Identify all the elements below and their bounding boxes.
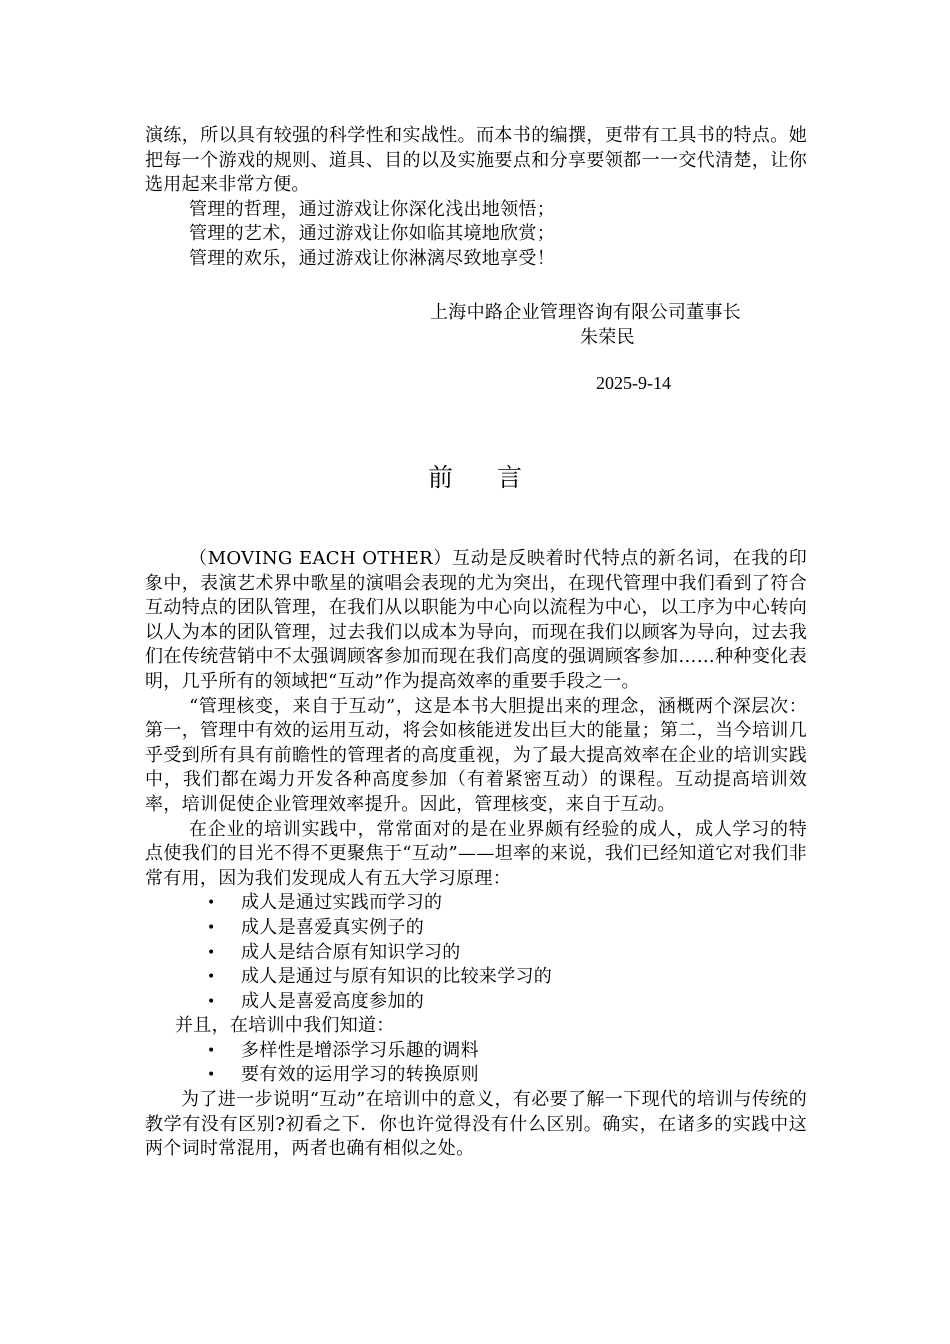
bullet-icon: • bbox=[207, 1067, 216, 1084]
bullet-icon: • bbox=[207, 919, 216, 936]
list-item-text: 成人是喜爱高度参加的 bbox=[241, 990, 424, 1012]
preface-paragraph-3: 在企业的培训实践中，常常面对的是在业界颇有经验的成人，成人学习的特点使我们的目光不得不更聚焦于“互动”——坦率的来说，我们已经知道它对我们非常有用，因为我们发现成人有五大学习原理： bbox=[145, 818, 807, 889]
bullet-icon: • bbox=[207, 993, 216, 1010]
list-item bbox=[145, 891, 807, 916]
list-item-text: 成人是通过与原有知识的比较来学习的 bbox=[241, 966, 553, 988]
list-item bbox=[145, 990, 807, 1015]
list-item-text: 成人是喜爱真实例子的 bbox=[241, 916, 424, 938]
list-item bbox=[145, 1063, 807, 1088]
bullet-icon: • bbox=[207, 944, 216, 961]
bullet-icon: • bbox=[207, 895, 216, 912]
motto-line-joy: 管理的欢乐，通过游戏让你淋漓尽致地享受！ bbox=[189, 247, 555, 269]
motto-line-philosophy: 管理的哲理，通过游戏让你深化浅出地领悟； bbox=[189, 198, 555, 220]
endorsement-section bbox=[145, 124, 807, 272]
training-notes-list bbox=[145, 1039, 807, 1088]
list-item-text: 成人是结合原有知识学习的 bbox=[241, 941, 461, 963]
learning-principles-list bbox=[145, 891, 807, 1014]
motto-line-art: 管理的艺术，通过游戏让你如临其境地欣赏； bbox=[189, 223, 555, 245]
bullet-icon: • bbox=[207, 1042, 216, 1059]
list-item bbox=[145, 916, 807, 941]
preface-paragraph-2: “管理核变，来自于互动”，这是本书大胆提出来的理念，涵概两个深层次：第一，管理中有效的运用互动，将会如核能迸发出巨大的能量；第二，当今培训几乎受到所有具有前瞻性的管理者的高度重视，为了最大提高效率在企业的培训实践中，我们都在竭力开发各种高度参加（有着紧密互动）的课程。互动提高培训效率，培训促使企业管理效率提升。因此，管理核变，来自于互动。 bbox=[145, 695, 807, 815]
preface-title: 前言 bbox=[427, 463, 566, 492]
list-item-text: 多样性是增添学习乐趣的调料 bbox=[241, 1039, 479, 1061]
list-item bbox=[145, 941, 807, 966]
endorsement-paragraph: 演练，所以具有较强的科学性和实战性。而本书的编撰，更带有工具书的特点。她把每一个游戏的规则、道具、目的以及实施要点和分享要领都一一交代清楚，让你选用起来非常方便。 bbox=[145, 125, 807, 196]
signature-name: 朱荣民 bbox=[580, 327, 635, 348]
also-lead-text: 并且，在培训中我们知道： bbox=[175, 1015, 395, 1037]
preface-paragraph-1: （MOVING EACH OTHER）互动是反映着时代特点的新名词，在我的印象中，表演艺术界中歌星的演唱会表现的尤为突出，在现代管理中我们看到了符合互动特点的团队管理，在我们从以职能为中心向以流程为中心，以工序为中心转向以人为本的团队管理，过去我们以成本为导向，而现在我们以顾客为导向，过去我们在传统营销中不太强调顾客参加而现在我们高度的强调顾客参加……种种变化表明，几乎所有的领域把“互动”作为提高效率的重要手段之一。 bbox=[145, 548, 807, 692]
signature-company: 上海中路企业管理咨询有限公司董事长 bbox=[430, 302, 742, 323]
bullet-icon: • bbox=[207, 969, 216, 986]
list-item-text: 成人是通过实践而学习的 bbox=[241, 892, 443, 914]
signature-date: 2025-9-14 bbox=[596, 373, 671, 393]
preface-closing-paragraph: 为了进一步说明“互动”在培训中的意义，有必要了解一下现代的培训与传统的教学有没有区别?初看之下．你也许觉得没有什么区别。确实，在诸多的实践中这两个词时常混用，两者也确有相似之处。 bbox=[145, 1089, 807, 1160]
list-item bbox=[145, 1039, 807, 1064]
list-item-text: 要有效的运用学习的转换原则 bbox=[241, 1064, 479, 1086]
preface-body bbox=[145, 547, 807, 1162]
list-item bbox=[145, 965, 807, 990]
